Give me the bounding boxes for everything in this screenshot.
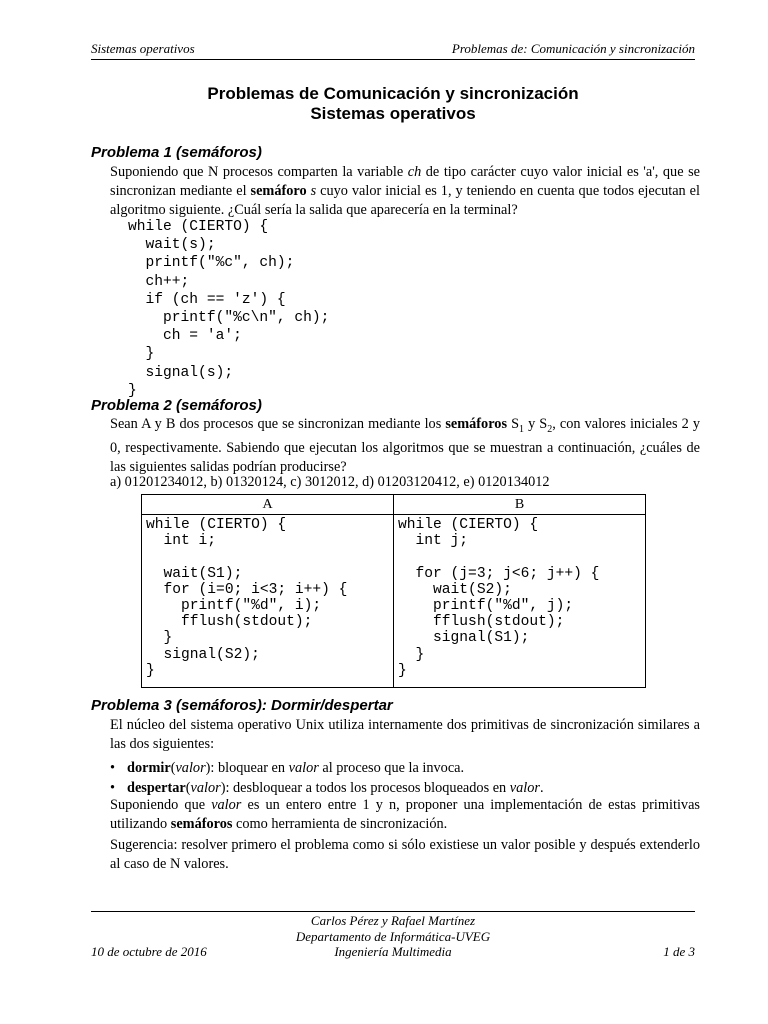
problem-3-intro: El núcleo del sistema operativo Unix utiliza internamente dos primitivas de sincronización similares a las dos siguientes: — [110, 717, 700, 752]
page-footer — [91, 913, 695, 960]
text-run: Suponiendo que N procesos comparten la variable — [110, 164, 408, 180]
text-run-italic: valor — [288, 760, 319, 776]
problem-3-heading: Problema 3 (semáforos): Dormir/despertar — [91, 697, 393, 714]
bullet-icon: • — [110, 780, 116, 796]
process-a-cell — [142, 515, 394, 688]
page-title — [91, 84, 695, 124]
list-item — [110, 758, 700, 778]
problem-2-statement — [110, 415, 700, 477]
page-number: 1 de 3 — [663, 944, 695, 959]
header-course: Sistemas operativos — [91, 41, 195, 56]
column-header-b: B — [394, 495, 646, 515]
problem-3-task — [110, 796, 700, 834]
text-run: . — [539, 780, 544, 796]
text-run: ): bloquear en — [205, 760, 289, 776]
text-run-italic: valor — [509, 780, 540, 796]
process-b-code: while (CIERTO) { int j; for (j=3; j<6; j++) { wait(S2); printf("%d", j); fflush(stdout); signal(S1); } } — [398, 517, 600, 679]
problem-1-heading: Problema 1 (semáforos) — [91, 144, 262, 161]
text-run: ( — [170, 760, 176, 776]
title-line-2: Sistemas operativos — [310, 104, 476, 123]
text-run-bold: dormir — [127, 760, 171, 776]
problem-2-answer-options: a) 01201234012, b) 01320124, c) 3012012, d) 01203120412, e) 0120134012 — [110, 474, 550, 490]
footer-authors: Carlos Pérez y Rafael Martínez — [310, 913, 476, 928]
subscript: 2 — [547, 423, 553, 435]
text-run: S — [507, 416, 520, 432]
primitives-list — [110, 758, 700, 798]
text-run: cuyo valor inicial es 1, y teniendo en cuenta que todos ejecutan el algoritmo siguiente. ¿Cuál sería la salida que aparecería en la terminal? — [110, 183, 700, 218]
text-run: ): desbloquear a todos los procesos bloqueados en — [220, 780, 510, 796]
text-run: ( — [185, 780, 191, 796]
text-run-italic: valor — [175, 760, 206, 776]
process-code-table — [141, 494, 646, 688]
header-rule — [91, 59, 695, 60]
problem-1-statement — [110, 163, 700, 220]
title-line-1: Problemas de Comunicación y sincronización — [207, 84, 579, 103]
table-header-row — [142, 495, 646, 515]
problem-1-code: while (CIERTO) { wait(s); printf("%c", ch); ch++; if (ch == 'z') { printf("%c\n", ch); ch = 'a'; } signal(s); } — [128, 219, 330, 399]
subscript: 1 — [519, 423, 525, 435]
text-run-italic: valor — [190, 780, 221, 796]
problem-3-hint: Sugerencia: resolver primero el problema como si sólo existiese un valor posible y después extenderlo al caso de N valores. — [110, 837, 700, 872]
column-header-a: A — [142, 495, 394, 515]
text-run-bold: semáforos — [170, 816, 233, 832]
footer-date: 10 de octubre de 2016 — [91, 944, 207, 959]
problem-2-heading: Problema 2 (semáforos) — [91, 397, 262, 414]
header-topic: Problemas de: Comunicación y sincronización — [451, 41, 695, 56]
text-run-bold: semáforos — [445, 416, 508, 432]
process-a-code: while (CIERTO) { int i; wait(S1); for (i=0; i<3; i++) { printf("%d", i); fflush(stdout); } signal(S2); } — [146, 517, 348, 679]
list-item — [110, 778, 700, 798]
footer-department: Departamento de Informática-UVEG — [295, 928, 491, 944]
text-run: Suponiendo que — [110, 797, 212, 813]
running-header — [91, 41, 695, 59]
text-run-italic: valor — [211, 797, 242, 813]
footer-rule — [91, 911, 695, 912]
table-row — [142, 515, 646, 688]
text-run: como herramienta de sincronización. — [232, 816, 448, 832]
text-run: y S — [524, 416, 548, 432]
text-run-bold: despertar — [127, 780, 186, 796]
bullet-icon: • — [110, 760, 116, 776]
text-run-bold: semáforo — [250, 183, 307, 199]
text-run: Sean A y B dos procesos que se sincronizan mediante los — [110, 416, 446, 432]
text-run: , con valores iniciales 2 y 0, respectivamente. Sabiendo que ejecutan los algoritmos que se muestran a continuación, ¿cuáles de las siguientes salidas podrían producirse? — [110, 416, 701, 475]
text-run: es un entero entre 1 y n, proponer una implementación de estas primitivas utilizando — [110, 797, 700, 832]
text-run: al proceso que la invoca. — [318, 760, 465, 776]
process-b-cell — [394, 515, 646, 688]
footer-program: Ingeniería Multimedia — [334, 944, 452, 959]
text-run: de tipo carácter cuyo valor inicial es 'a', que se sincronizan mediante el — [110, 164, 700, 199]
text-run-italic: s — [310, 183, 317, 199]
text-run-italic: ch — [407, 164, 422, 180]
